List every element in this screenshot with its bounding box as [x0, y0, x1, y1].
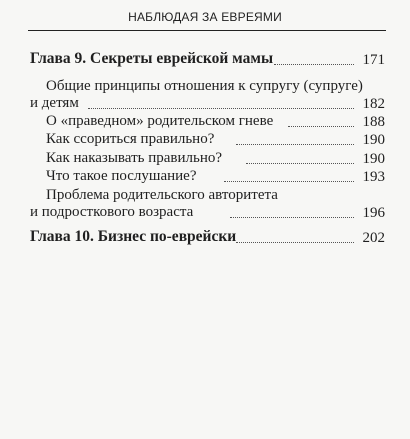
toc-leader-dots	[246, 163, 354, 164]
toc-chapter-9-title: Глава 9. Секреты еврейской мамы	[30, 50, 274, 67]
toc-leader-dots	[288, 126, 354, 127]
toc-entry-how-to-quarrel: Как ссориться правильно?	[46, 131, 215, 147]
toc-entry-general-principles-line-1: Общие принципы отношения к супругу (супруге)	[46, 78, 363, 94]
toc-entry-righteous-anger-page: 188	[362, 114, 385, 130]
toc-entry-how-to-punish: Как наказывать правильно?	[46, 150, 223, 166]
toc-entry-obedience: Что такое послушание?	[46, 168, 197, 184]
toc-entry-parental-authority-page: 196	[362, 205, 385, 221]
toc-entry-general-principles-page: 182	[362, 96, 385, 112]
toc-leader-dots	[274, 64, 354, 65]
toc-leader-dots	[88, 108, 354, 109]
toc-chapter-10-title: Глава 10. Бизнес по-еврейски	[30, 228, 237, 245]
toc-entry-how-to-quarrel-page: 190	[362, 132, 385, 148]
toc-entry-general-principles-line-2: и детям	[30, 95, 79, 111]
toc-leader-dots	[224, 181, 354, 182]
toc-leader-dots	[236, 242, 354, 243]
running-head-title: НАБЛЮДАЯ ЗА ЕВРЕЯМИ	[128, 10, 282, 24]
toc-entry-parental-authority-line-2: и подросткового возраста	[30, 204, 194, 220]
toc-chapter-9-page: 171	[362, 52, 385, 68]
toc-entry-parental-authority-line-1: Проблема родительского авторитета	[46, 187, 278, 203]
toc-leader-dots	[236, 144, 354, 145]
toc-chapter-10-page: 202	[362, 230, 385, 246]
running-head-rule	[28, 30, 386, 31]
toc-entry-how-to-punish-page: 190	[362, 151, 385, 167]
toc-leader-dots	[230, 217, 354, 218]
running-head	[0, 10, 410, 34]
toc-entry-obedience-page: 193	[362, 169, 385, 185]
toc-entry-righteous-anger: О «праведном» родительском гневе	[46, 113, 274, 129]
